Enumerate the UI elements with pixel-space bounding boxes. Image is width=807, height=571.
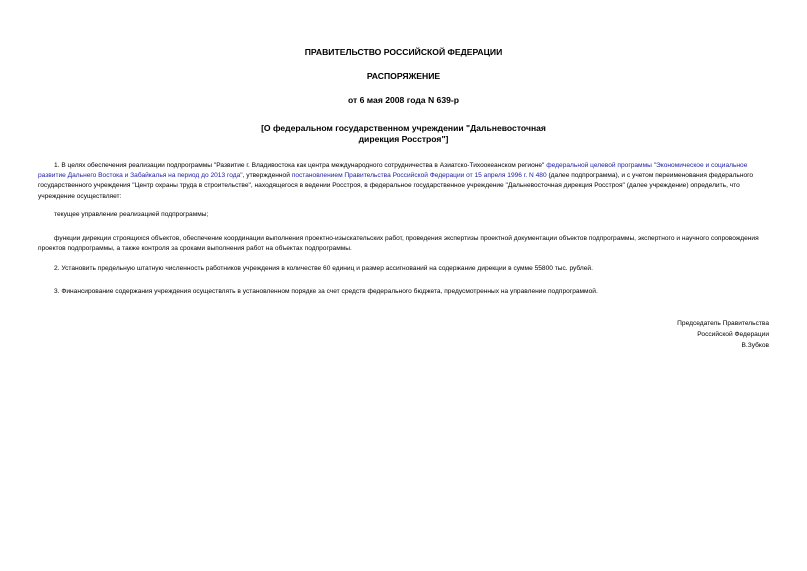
- paragraph-2: текущее управление реализацией подпрограммы;: [54, 211, 209, 218]
- paragraph-1: [38, 161, 770, 202]
- document-title-line-2: дирекция Росстроя"]: [358, 133, 449, 144]
- document-title-line-1: [О федеральном государственном учреждении "Дальневосточная: [261, 123, 546, 133]
- paragraph-1-text-a: 1. В целях обеспечения реализации подпрограммы "Развитие г. Владивостока как центра международного сотрудничества в Азиатско-Тихоокеанском регионе": [54, 162, 547, 169]
- signature-position-line-1: Председатель Правительства: [677, 320, 769, 327]
- paragraph-1-text-b: , утвержденной: [242, 172, 292, 180]
- signature-position-line-2: Российской Федерации: [697, 331, 769, 338]
- paragraph-3: функции дирекции строящихся объектов, обеспечение координации выполнения проектно-изыскательских работ, проведения экспертизы проектной документации объектов подпрограммы, экспертного и научного сопровождения проектов подпрограммы, а также контроля за сроками выполнения работ на объектах подпрограммы.: [38, 235, 759, 253]
- document-type-heading: РАСПОРЯЖЕНИЕ: [366, 71, 441, 81]
- signature-name: В.Зубков: [741, 342, 769, 349]
- paragraph-4: 2. Установить предельную штатную численность работников учреждения в количестве 60 единиц и размер ассигнований на содержание дирекции в сумме 55800 тыс. рублей.: [54, 265, 593, 272]
- government-decree-link[interactable]: постановлением Правительства Российской Федерации от 15 апреля 1996 г. N 480: [291, 172, 547, 180]
- signature-block: [677, 318, 769, 351]
- government-heading: ПРАВИТЕЛЬСТВО РОССИЙСКОЙ ФЕДЕРАЦИИ: [304, 47, 503, 57]
- federal-program-link[interactable]: федеральной целевой программы "Экономическое и социальное развитие Дальнего Востока и Забайкалья на период до 2013 года": [38, 162, 748, 180]
- document-title: [0, 123, 807, 144]
- document-date-number: от 6 мая 2008 года N 639-р: [348, 95, 459, 105]
- paragraph-1-text-c: (далее подпрограмма), и с учетом переименования федерального государственного учреждения "Центр охраны труда в строительстве", находящегося в ведении Росстроя, в федеральное государственное учреждение "Дальневосточная дирекция Росстроя" (далее учреждение) определить, что учреждение осуществляет:: [38, 172, 754, 200]
- paragraph-5: 3. Финансирование содержания учреждения осуществлять в установленном порядке за счет средств федерального бюджета, предусмотренных на управление подпрограммой.: [54, 288, 598, 295]
